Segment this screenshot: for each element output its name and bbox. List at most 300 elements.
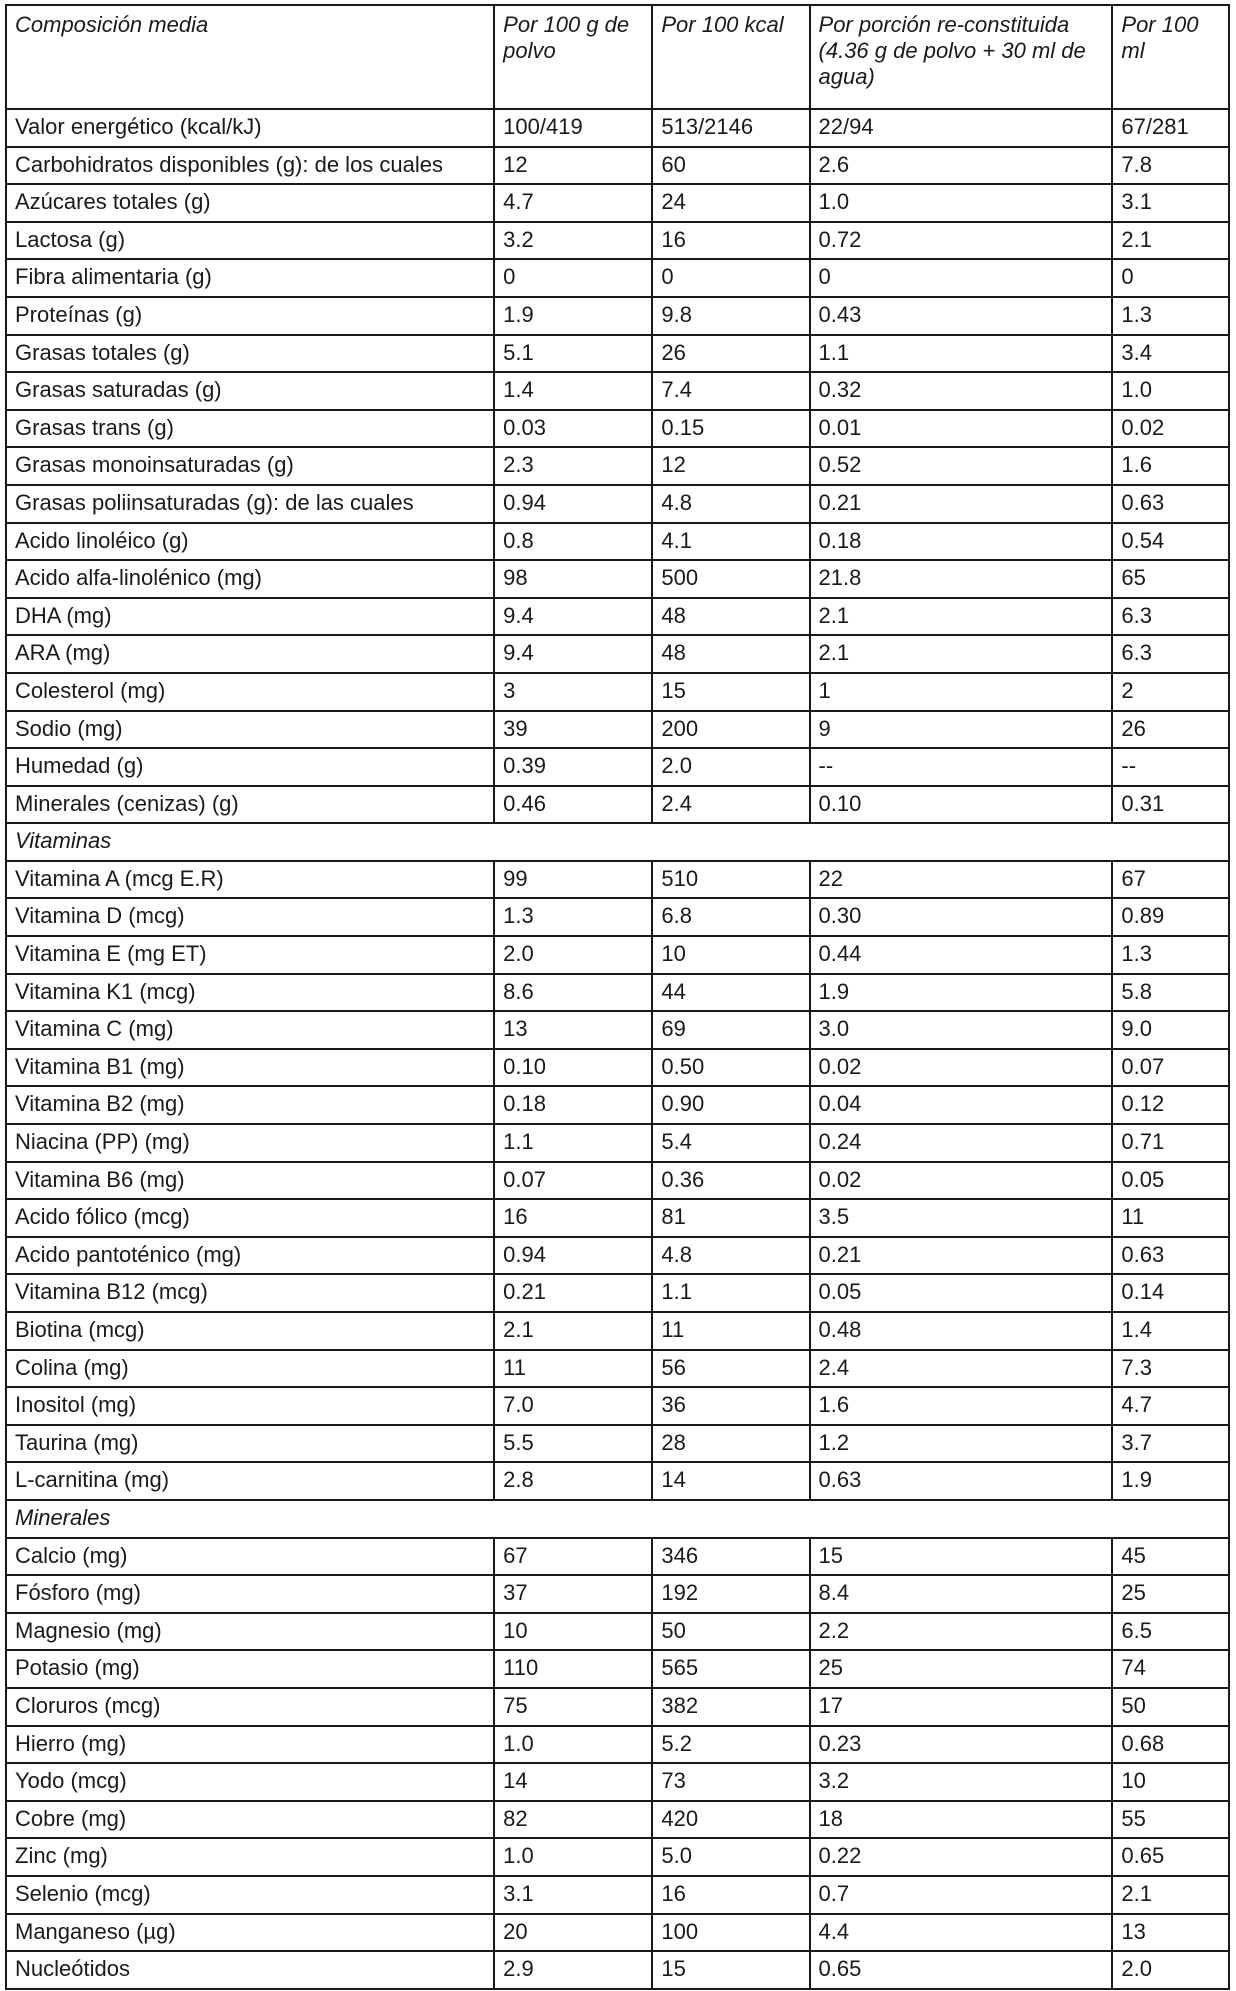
- per-portion-cell: 0.22: [810, 1838, 1113, 1876]
- nutrient-name-cell: Acido linoléico (g): [6, 523, 494, 561]
- per-100kcal-cell: 4.1: [652, 523, 809, 561]
- per-100kcal-cell: 26: [652, 335, 809, 373]
- per-100ml-cell: 65: [1112, 560, 1229, 598]
- per-100kcal-cell: 2.0: [652, 748, 809, 786]
- per-100kcal-cell: 12: [652, 447, 809, 485]
- table-row: [6, 1613, 1229, 1651]
- table-row: [6, 1086, 1229, 1124]
- per-100kcal-cell: 0.15: [652, 410, 809, 448]
- per-100kcal-cell: 1.1: [652, 1274, 809, 1312]
- per-100g-cell: 5.5: [494, 1425, 652, 1463]
- per-100ml-cell: 55: [1112, 1801, 1229, 1839]
- per-100kcal-cell: 192: [652, 1575, 809, 1613]
- table-row: [6, 297, 1229, 335]
- per-100g-cell: 82: [494, 1801, 652, 1839]
- table-row: [6, 1914, 1229, 1952]
- per-portion-cell: 1: [810, 673, 1113, 711]
- per-100g-cell: 1.4: [494, 372, 652, 410]
- per-100kcal-cell: 382: [652, 1688, 809, 1726]
- per-100g-cell: 2.3: [494, 447, 652, 485]
- nutrient-name-cell: Vitamina B1 (mg): [6, 1049, 494, 1087]
- per-100g-cell: 14: [494, 1763, 652, 1801]
- per-100g-cell: 100/419: [494, 109, 652, 147]
- per-100g-cell: 98: [494, 560, 652, 598]
- per-100ml-cell: 0.65: [1112, 1838, 1229, 1876]
- table-row: [6, 335, 1229, 373]
- per-100ml-cell: 0.14: [1112, 1274, 1229, 1312]
- nutrient-name-cell: Vitamina K1 (mcg): [6, 974, 494, 1012]
- nutrient-name-cell: Humedad (g): [6, 748, 494, 786]
- per-100g-cell: 0.8: [494, 523, 652, 561]
- per-100ml-cell: --: [1112, 748, 1229, 786]
- nutrient-name-cell: Grasas trans (g): [6, 410, 494, 448]
- per-portion-cell: 1.9: [810, 974, 1113, 1012]
- per-portion-cell: 0.44: [810, 936, 1113, 974]
- per-100ml-cell: 1.3: [1112, 936, 1229, 974]
- per-100ml-cell: 2.1: [1112, 222, 1229, 260]
- per-100ml-cell: 1.9: [1112, 1462, 1229, 1500]
- nutrient-name-cell: Grasas poliinsaturadas (g): de las cuales: [6, 485, 494, 523]
- per-100ml-cell: 6.3: [1112, 598, 1229, 636]
- table-row: [6, 1274, 1229, 1312]
- per-100g-cell: 2.1: [494, 1312, 652, 1350]
- per-100kcal-cell: 81: [652, 1199, 809, 1237]
- per-100ml-cell: 2.0: [1112, 1951, 1229, 1989]
- per-100ml-cell: 5.8: [1112, 974, 1229, 1012]
- per-100kcal-cell: 15: [652, 673, 809, 711]
- table-row: [6, 410, 1229, 448]
- per-100kcal-cell: 60: [652, 147, 809, 185]
- per-100g-cell: 0: [494, 259, 652, 297]
- table-row: [6, 372, 1229, 410]
- per-100ml-cell: 6.3: [1112, 635, 1229, 673]
- nutrition-composition-table: [5, 4, 1230, 1990]
- per-100kcal-cell: 24: [652, 184, 809, 222]
- per-portion-cell: 3.0: [810, 1011, 1113, 1049]
- per-100g-cell: 0.39: [494, 748, 652, 786]
- table-row: [6, 598, 1229, 636]
- per-100ml-cell: 0.89: [1112, 898, 1229, 936]
- nutrient-name-cell: Valor energético (kcal/kJ): [6, 109, 494, 147]
- per-100ml-cell: 4.7: [1112, 1387, 1229, 1425]
- nutrient-name-cell: Zinc (mg): [6, 1838, 494, 1876]
- nutrient-name-cell: Manganeso (µg): [6, 1914, 494, 1952]
- per-portion-cell: 17: [810, 1688, 1113, 1726]
- per-portion-cell: 2.2: [810, 1613, 1113, 1651]
- per-100ml-cell: 26: [1112, 711, 1229, 749]
- per-100g-cell: 0.94: [494, 485, 652, 523]
- nutrient-name-cell: Lactosa (g): [6, 222, 494, 260]
- table-row: [6, 1951, 1229, 1989]
- per-portion-cell: 0.48: [810, 1312, 1113, 1350]
- per-100g-cell: 1.1: [494, 1124, 652, 1162]
- per-100ml-cell: 7.3: [1112, 1350, 1229, 1388]
- table-row: [6, 1538, 1229, 1576]
- table-row: [6, 1876, 1229, 1914]
- per-100ml-cell: 1.6: [1112, 447, 1229, 485]
- per-100ml-cell: 2.1: [1112, 1876, 1229, 1914]
- per-100g-cell: 39: [494, 711, 652, 749]
- per-portion-cell: 0.23: [810, 1726, 1113, 1764]
- per-100g-cell: 0.18: [494, 1086, 652, 1124]
- per-portion-cell: 0.01: [810, 410, 1113, 448]
- per-100kcal-cell: 100: [652, 1914, 809, 1952]
- nutrient-name-cell: Vitamina B12 (mcg): [6, 1274, 494, 1312]
- per-portion-cell: 0: [810, 259, 1113, 297]
- per-100kcal-cell: 48: [652, 635, 809, 673]
- nutrient-name-cell: ARA (mg): [6, 635, 494, 673]
- table-body: [6, 109, 1229, 1989]
- nutrient-name-cell: Colesterol (mg): [6, 673, 494, 711]
- table-row: [6, 1011, 1229, 1049]
- per-100kcal-cell: 48: [652, 598, 809, 636]
- per-100kcal-cell: 10: [652, 936, 809, 974]
- per-portion-cell: 0.52: [810, 447, 1113, 485]
- nutrient-name-cell: Niacina (PP) (mg): [6, 1124, 494, 1162]
- per-100ml-cell: 3.4: [1112, 335, 1229, 373]
- table-row: [6, 974, 1229, 1012]
- table-row: [6, 1575, 1229, 1613]
- per-portion-cell: 25: [810, 1650, 1113, 1688]
- per-100ml-cell: 0.31: [1112, 786, 1229, 824]
- per-portion-cell: 4.4: [810, 1914, 1113, 1952]
- per-100kcal-cell: 9.8: [652, 297, 809, 335]
- per-100ml-cell: 25: [1112, 1575, 1229, 1613]
- per-100g-cell: 5.1: [494, 335, 652, 373]
- nutrient-name-cell: Minerales (cenizas) (g): [6, 786, 494, 824]
- per-100ml-cell: 0.07: [1112, 1049, 1229, 1087]
- per-100g-cell: 9.4: [494, 635, 652, 673]
- nutrient-name-cell: Vitamina B6 (mg): [6, 1162, 494, 1200]
- per-portion-cell: 1.6: [810, 1387, 1113, 1425]
- per-100g-cell: 10: [494, 1613, 652, 1651]
- per-100g-cell: 67: [494, 1538, 652, 1576]
- per-portion-cell: 0.18: [810, 523, 1113, 561]
- nutrient-name-cell: Cloruros (mcg): [6, 1688, 494, 1726]
- per-100kcal-cell: 44: [652, 974, 809, 1012]
- per-100ml-cell: 0.63: [1112, 1237, 1229, 1275]
- nutrient-name-cell: Vitamina B2 (mg): [6, 1086, 494, 1124]
- per-100ml-cell: 0.54: [1112, 523, 1229, 561]
- per-100g-cell: 20: [494, 1914, 652, 1952]
- per-100g-cell: 3.2: [494, 222, 652, 260]
- nutrient-name-cell: L-carnitina (mg): [6, 1462, 494, 1500]
- nutrient-name-cell: Carbohidratos disponibles (g): de los cuales: [6, 147, 494, 185]
- nutrient-name-cell: Nucleótidos: [6, 1951, 494, 1989]
- per-100g-cell: 4.7: [494, 184, 652, 222]
- table-row: [6, 109, 1229, 147]
- table-row: [6, 560, 1229, 598]
- table-row: [6, 1049, 1229, 1087]
- per-100kcal-cell: 346: [652, 1538, 809, 1576]
- per-100ml-cell: 1.0: [1112, 372, 1229, 410]
- table-row: [6, 1763, 1229, 1801]
- per-100g-cell: 16: [494, 1199, 652, 1237]
- per-100g-cell: 0.07: [494, 1162, 652, 1200]
- nutrient-name-cell: Grasas saturadas (g): [6, 372, 494, 410]
- table-row: [6, 1650, 1229, 1688]
- per-100g-cell: 3.1: [494, 1876, 652, 1914]
- table-row: [6, 1387, 1229, 1425]
- table-row: [6, 1801, 1229, 1839]
- per-100ml-cell: 0.71: [1112, 1124, 1229, 1162]
- per-100g-cell: 1.9: [494, 297, 652, 335]
- per-100kcal-cell: 69: [652, 1011, 809, 1049]
- table-row: [6, 1425, 1229, 1463]
- per-portion-cell: 0.30: [810, 898, 1113, 936]
- per-100g-cell: 0.03: [494, 410, 652, 448]
- table-row: [6, 1312, 1229, 1350]
- per-portion-cell: 0.24: [810, 1124, 1113, 1162]
- table-row: [6, 1462, 1229, 1500]
- nutrient-name-cell: Yodo (mcg): [6, 1763, 494, 1801]
- per-portion-cell: 0.02: [810, 1049, 1113, 1087]
- nutrient-name-cell: Biotina (mcg): [6, 1312, 494, 1350]
- per-100kcal-cell: 500: [652, 560, 809, 598]
- per-portion-cell: 0.21: [810, 485, 1113, 523]
- nutrient-name-cell: Vitamina A (mcg E.R): [6, 861, 494, 899]
- table-row: [6, 184, 1229, 222]
- per-100ml-cell: 0.63: [1112, 485, 1229, 523]
- header-per-100ml: Por 100 ml: [1112, 5, 1229, 109]
- per-100ml-cell: 11: [1112, 1199, 1229, 1237]
- section-heading: Vitaminas: [6, 823, 1229, 861]
- per-portion-cell: 0.21: [810, 1237, 1113, 1275]
- per-100g-cell: 3: [494, 673, 652, 711]
- nutrient-name-cell: Selenio (mcg): [6, 1876, 494, 1914]
- per-100kcal-cell: 73: [652, 1763, 809, 1801]
- per-100g-cell: 99: [494, 861, 652, 899]
- per-100g-cell: 7.0: [494, 1387, 652, 1425]
- per-portion-cell: 2.6: [810, 147, 1113, 185]
- per-100kcal-cell: 5.4: [652, 1124, 809, 1162]
- header-per-100g-powder: Por 100 g de polvo: [494, 5, 652, 109]
- per-100g-cell: 13: [494, 1011, 652, 1049]
- per-100kcal-cell: 11: [652, 1312, 809, 1350]
- table-row: [6, 1838, 1229, 1876]
- nutrient-name-cell: Calcio (mg): [6, 1538, 494, 1576]
- per-100g-cell: 1.0: [494, 1726, 652, 1764]
- per-100ml-cell: 6.5: [1112, 1613, 1229, 1651]
- section-heading: Minerales: [6, 1500, 1229, 1538]
- nutrient-name-cell: Cobre (mg): [6, 1801, 494, 1839]
- per-portion-cell: 0.04: [810, 1086, 1113, 1124]
- per-100g-cell: 1.3: [494, 898, 652, 936]
- per-portion-cell: 0.7: [810, 1876, 1113, 1914]
- nutrient-name-cell: Grasas totales (g): [6, 335, 494, 373]
- table-row: [6, 1237, 1229, 1275]
- per-portion-cell: 0.02: [810, 1162, 1113, 1200]
- per-100ml-cell: 7.8: [1112, 147, 1229, 185]
- per-100g-cell: 2.0: [494, 936, 652, 974]
- per-100ml-cell: 2: [1112, 673, 1229, 711]
- table-row: [6, 259, 1229, 297]
- table-row: [6, 673, 1229, 711]
- nutrient-name-cell: Fibra alimentaria (g): [6, 259, 494, 297]
- per-100kcal-cell: 36: [652, 1387, 809, 1425]
- table-row: [6, 485, 1229, 523]
- per-100ml-cell: 3.1: [1112, 184, 1229, 222]
- nutrient-name-cell: Vitamina E (mg ET): [6, 936, 494, 974]
- nutrient-name-cell: Fósforo (mg): [6, 1575, 494, 1613]
- per-100kcal-cell: 200: [652, 711, 809, 749]
- per-100ml-cell: 67: [1112, 861, 1229, 899]
- per-100g-cell: 0.46: [494, 786, 652, 824]
- per-100ml-cell: 0.12: [1112, 1086, 1229, 1124]
- header-per-portion: Por porción re-constituida (4.36 g de polvo + 30 ml de agua): [810, 5, 1113, 109]
- per-portion-cell: 0.65: [810, 1951, 1113, 1989]
- nutrient-name-cell: Taurina (mg): [6, 1425, 494, 1463]
- per-portion-cell: 0.63: [810, 1462, 1113, 1500]
- header-row: [6, 5, 1229, 109]
- per-100kcal-cell: 513/2146: [652, 109, 809, 147]
- table-row: [6, 711, 1229, 749]
- table-row: [6, 147, 1229, 185]
- per-100ml-cell: 9.0: [1112, 1011, 1229, 1049]
- table-header: [6, 5, 1229, 109]
- per-100ml-cell: 50: [1112, 1688, 1229, 1726]
- nutrient-name-cell: Vitamina D (mcg): [6, 898, 494, 936]
- per-100g-cell: 0.21: [494, 1274, 652, 1312]
- per-100kcal-cell: 0: [652, 259, 809, 297]
- per-100g-cell: 0.10: [494, 1049, 652, 1087]
- per-100ml-cell: 0: [1112, 259, 1229, 297]
- per-portion-cell: 0.10: [810, 786, 1113, 824]
- per-100ml-cell: 45: [1112, 1538, 1229, 1576]
- per-100kcal-cell: 14: [652, 1462, 809, 1500]
- table-row: [6, 786, 1229, 824]
- table-row: [6, 1199, 1229, 1237]
- nutrient-name-cell: Colina (mg): [6, 1350, 494, 1388]
- per-100kcal-cell: 16: [652, 222, 809, 260]
- per-portion-cell: 22/94: [810, 109, 1113, 147]
- nutrient-name-cell: Vitamina C (mg): [6, 1011, 494, 1049]
- per-portion-cell: 21.8: [810, 560, 1113, 598]
- per-100g-cell: 8.6: [494, 974, 652, 1012]
- per-100kcal-cell: 7.4: [652, 372, 809, 410]
- per-100g-cell: 0.94: [494, 1237, 652, 1275]
- per-100kcal-cell: 5.2: [652, 1726, 809, 1764]
- per-portion-cell: 8.4: [810, 1575, 1113, 1613]
- table-row: [6, 447, 1229, 485]
- table-row: [6, 1162, 1229, 1200]
- nutrient-name-cell: DHA (mg): [6, 598, 494, 636]
- per-100kcal-cell: 15: [652, 1951, 809, 1989]
- table-row: [6, 1688, 1229, 1726]
- per-100kcal-cell: 6.8: [652, 898, 809, 936]
- per-portion-cell: 0.05: [810, 1274, 1113, 1312]
- nutrient-name-cell: Sodio (mg): [6, 711, 494, 749]
- per-portion-cell: 2.1: [810, 635, 1113, 673]
- per-100ml-cell: 74: [1112, 1650, 1229, 1688]
- nutrient-name-cell: Grasas monoinsaturadas (g): [6, 447, 494, 485]
- per-100g-cell: 1.0: [494, 1838, 652, 1876]
- per-100kcal-cell: 565: [652, 1650, 809, 1688]
- per-100g-cell: 2.9: [494, 1951, 652, 1989]
- nutrient-name-cell: Potasio (mg): [6, 1650, 494, 1688]
- per-100g-cell: 9.4: [494, 598, 652, 636]
- per-100kcal-cell: 420: [652, 1801, 809, 1839]
- per-100kcal-cell: 510: [652, 861, 809, 899]
- per-portion-cell: 9: [810, 711, 1113, 749]
- per-100kcal-cell: 5.0: [652, 1838, 809, 1876]
- table-row: [6, 861, 1229, 899]
- per-100kcal-cell: 0.50: [652, 1049, 809, 1087]
- per-100ml-cell: 1.3: [1112, 297, 1229, 335]
- per-portion-cell: 15: [810, 1538, 1113, 1576]
- per-100ml-cell: 1.4: [1112, 1312, 1229, 1350]
- per-100kcal-cell: 4.8: [652, 485, 809, 523]
- per-100kcal-cell: 50: [652, 1613, 809, 1651]
- table-row: [6, 936, 1229, 974]
- per-100kcal-cell: 2.4: [652, 786, 809, 824]
- per-100ml-cell: 0.02: [1112, 410, 1229, 448]
- nutrient-name-cell: Azúcares totales (g): [6, 184, 494, 222]
- header-per-100kcal: Por 100 kcal: [652, 5, 809, 109]
- per-100ml-cell: 10: [1112, 1763, 1229, 1801]
- nutrient-name-cell: Inositol (mg): [6, 1387, 494, 1425]
- table-row: [6, 635, 1229, 673]
- per-portion-cell: 0.32: [810, 372, 1113, 410]
- per-portion-cell: 3.2: [810, 1763, 1113, 1801]
- per-100g-cell: 12: [494, 147, 652, 185]
- per-portion-cell: 18: [810, 1801, 1113, 1839]
- per-100ml-cell: 0.05: [1112, 1162, 1229, 1200]
- table-row: [6, 1350, 1229, 1388]
- per-100ml-cell: 13: [1112, 1914, 1229, 1952]
- per-portion-cell: 3.5: [810, 1199, 1113, 1237]
- table-row: [6, 1726, 1229, 1764]
- nutrient-name-cell: Acido pantoténico (mg): [6, 1237, 494, 1275]
- per-portion-cell: 1.0: [810, 184, 1113, 222]
- nutrient-name-cell: Magnesio (mg): [6, 1613, 494, 1651]
- per-100g-cell: 2.8: [494, 1462, 652, 1500]
- per-portion-cell: --: [810, 748, 1113, 786]
- per-portion-cell: 0.43: [810, 297, 1113, 335]
- per-portion-cell: 2.1: [810, 598, 1113, 636]
- per-portion-cell: 1.1: [810, 335, 1113, 373]
- table-row: [6, 523, 1229, 561]
- per-100kcal-cell: 0.36: [652, 1162, 809, 1200]
- per-portion-cell: 22: [810, 861, 1113, 899]
- per-100kcal-cell: 16: [652, 1876, 809, 1914]
- per-100kcal-cell: 56: [652, 1350, 809, 1388]
- header-composition: Composición media: [6, 5, 494, 109]
- nutrient-name-cell: Hierro (mg): [6, 1726, 494, 1764]
- per-portion-cell: 2.4: [810, 1350, 1113, 1388]
- table-row: [6, 1124, 1229, 1162]
- per-100ml-cell: 0.68: [1112, 1726, 1229, 1764]
- per-100ml-cell: 67/281: [1112, 109, 1229, 147]
- per-100g-cell: 75: [494, 1688, 652, 1726]
- per-portion-cell: 1.2: [810, 1425, 1113, 1463]
- per-100g-cell: 37: [494, 1575, 652, 1613]
- section-row: [6, 1500, 1229, 1538]
- section-row: [6, 823, 1229, 861]
- table-row: [6, 748, 1229, 786]
- nutrient-name-cell: Acido fólico (mcg): [6, 1199, 494, 1237]
- nutrient-name-cell: Acido alfa-linolénico (mg): [6, 560, 494, 598]
- per-portion-cell: 0.72: [810, 222, 1113, 260]
- per-100kcal-cell: 28: [652, 1425, 809, 1463]
- per-100kcal-cell: 4.8: [652, 1237, 809, 1275]
- table-row: [6, 222, 1229, 260]
- nutrient-name-cell: Proteínas (g): [6, 297, 494, 335]
- per-100g-cell: 110: [494, 1650, 652, 1688]
- per-100g-cell: 11: [494, 1350, 652, 1388]
- per-100ml-cell: 3.7: [1112, 1425, 1229, 1463]
- table-row: [6, 898, 1229, 936]
